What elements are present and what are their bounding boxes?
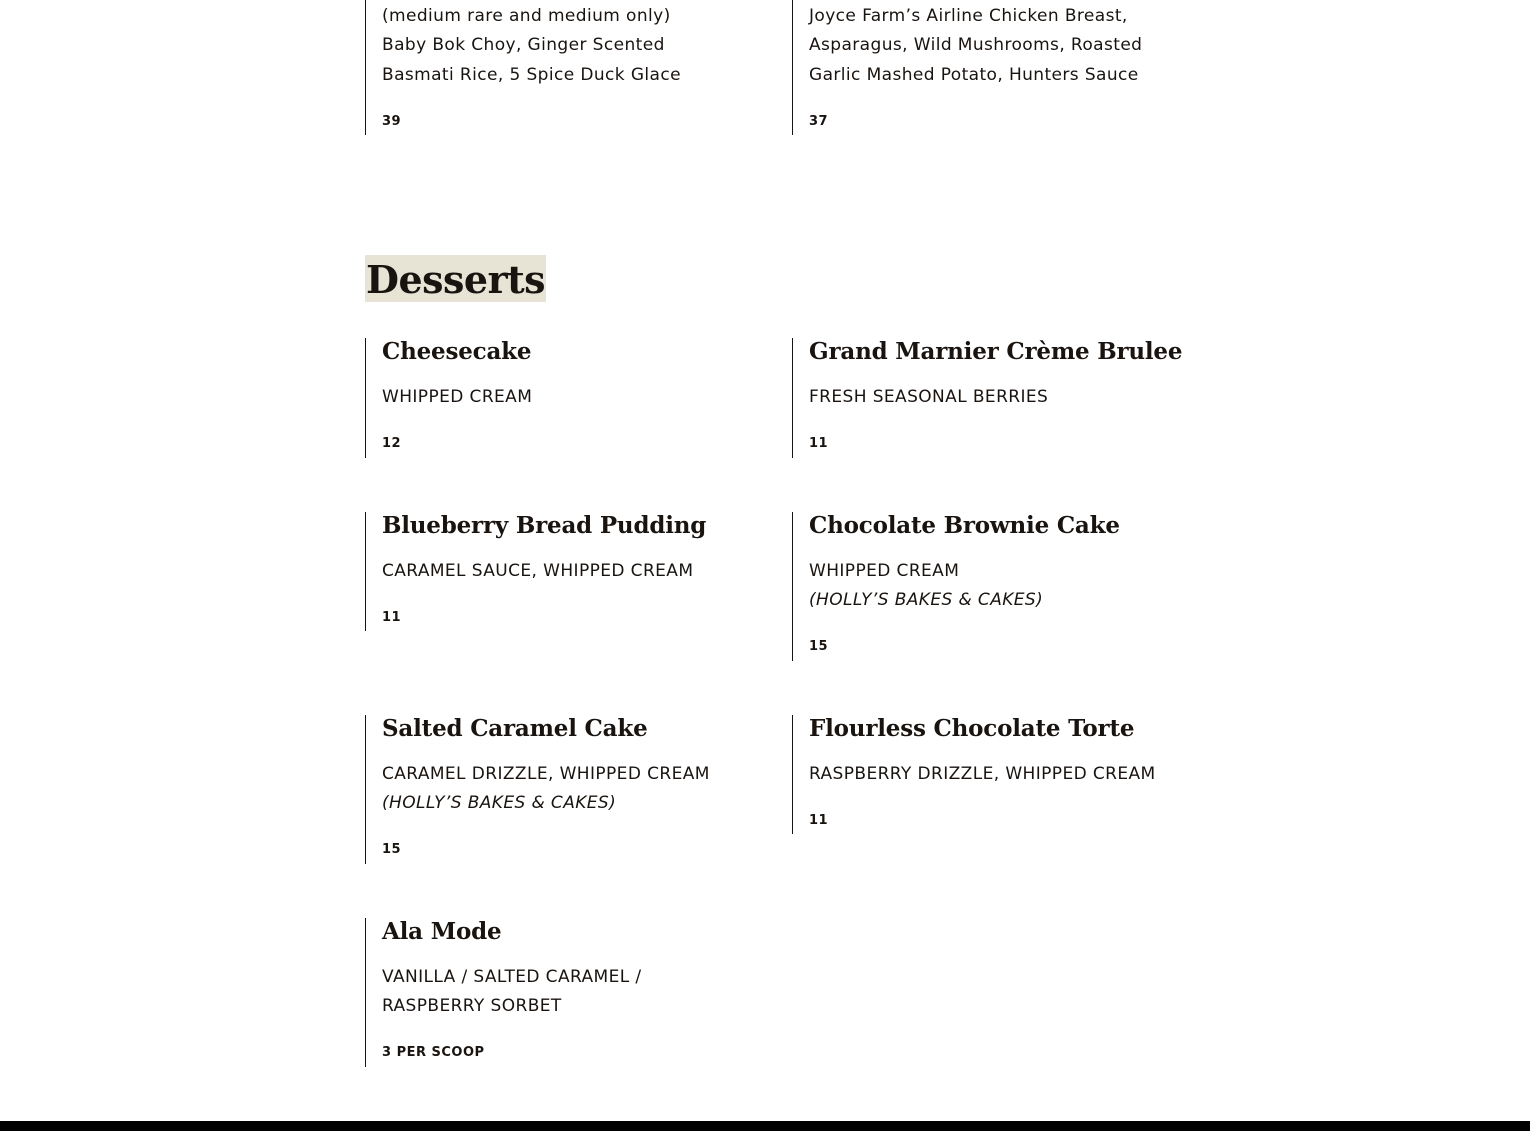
item-price: 37	[809, 114, 829, 129]
menu-item-salted-caramel-cake	[365, 715, 775, 864]
menu-item-brownie-cake	[792, 512, 1212, 661]
item-price: 11	[382, 610, 402, 625]
item-description-line-2: RASPBERRY SORBET	[382, 996, 562, 1016]
item-price: 12	[382, 436, 402, 451]
item-description: WHIPPED CREAM	[382, 387, 533, 407]
item-price: 39	[382, 114, 402, 129]
item-title: Chocolate Brownie Cake	[809, 512, 1120, 539]
item-description-line: Garlic Mashed Potato, Hunters Sauce	[809, 65, 1139, 85]
item-price: 3 PER SCOOP	[382, 1045, 485, 1060]
item-description-line: Asparagus, Wild Mushrooms, Roasted	[809, 35, 1143, 55]
item-description-line: (medium rare and medium only)	[382, 6, 671, 26]
menu-item-duck	[365, 0, 765, 135]
item-title: Cheesecake	[382, 338, 532, 365]
item-description: RASPBERRY DRIZZLE, WHIPPED CREAM	[809, 764, 1156, 784]
menu-item-ala-mode	[365, 918, 775, 1067]
item-description-line: Baby Bok Choy, Ginger Scented	[382, 35, 665, 55]
section-title-desserts: Desserts	[366, 257, 546, 302]
item-title: Salted Caramel Cake	[382, 715, 648, 742]
item-description: WHIPPED CREAM	[809, 561, 960, 581]
item-title: Blueberry Bread Pudding	[382, 512, 707, 539]
menu-item-chicken	[792, 0, 1192, 135]
menu-item-creme-brulee	[792, 338, 1212, 458]
item-price: 15	[809, 639, 829, 654]
item-description: FRESH SEASONAL BERRIES	[809, 387, 1049, 407]
menu-item-bread-pudding	[365, 512, 775, 631]
menu-item-cheesecake	[365, 338, 775, 458]
item-price: 11	[809, 436, 829, 451]
item-description-line: Basmati Rice, 5 Spice Duck Glace	[382, 65, 681, 85]
item-description: VANILLA / SALTED CARAMEL /	[382, 967, 642, 987]
item-price: 11	[809, 813, 829, 828]
item-note: (HOLLY’S BAKES & CAKES)	[809, 590, 1044, 610]
item-price: 15	[382, 842, 402, 857]
item-note: (HOLLY’S BAKES & CAKES)	[382, 793, 617, 813]
item-title: Flourless Chocolate Torte	[809, 715, 1135, 742]
menu-item-chocolate-torte	[792, 715, 1212, 834]
item-description: CARAMEL DRIZZLE, WHIPPED CREAM	[382, 764, 710, 784]
footer-bar	[0, 1121, 1530, 1131]
item-description-line: Joyce Farm’s Airline Chicken Breast,	[809, 6, 1128, 26]
item-title: Ala Mode	[382, 918, 502, 945]
item-title: Grand Marnier Crème Brulee	[809, 338, 1183, 365]
item-description: CARAMEL SAUCE, WHIPPED CREAM	[382, 561, 694, 581]
